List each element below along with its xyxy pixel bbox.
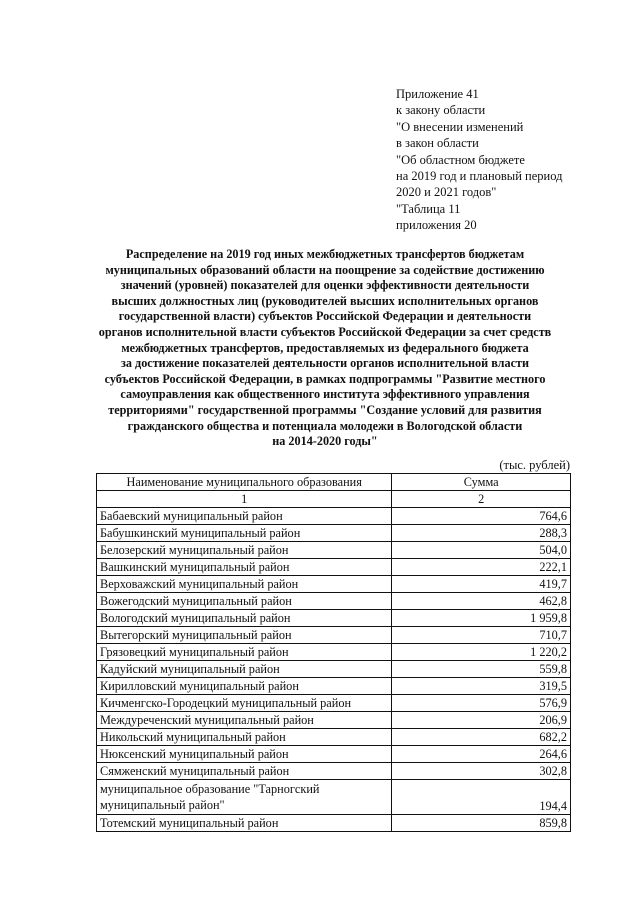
header-sum: Сумма: [392, 474, 571, 491]
column-number: 1: [97, 491, 392, 508]
municipality-name: Грязовецкий муниципальный район: [97, 644, 392, 661]
title-line: Распределение на 2019 год иных межбюджетных трансфертов бюджетам: [125, 247, 525, 261]
municipality-name: Верховажский муниципальный район: [97, 576, 392, 593]
column-number: 2: [392, 491, 571, 508]
table-row: [97, 729, 571, 746]
municipality-name: Кичменгско-Городецкий муниципальный район: [97, 695, 392, 712]
amount: 1 220,2: [392, 644, 571, 661]
municipality-name: Вашкинский муниципальный район: [97, 559, 392, 576]
municipality-name: Междуреченский муниципальный район: [97, 712, 392, 729]
table-row: [97, 525, 571, 542]
header-name: Наименование муниципального образования: [97, 474, 392, 491]
amount: 462,8: [392, 593, 571, 610]
amount: 419,7: [392, 576, 571, 593]
amount: 710,7: [392, 627, 571, 644]
municipality-name: Белозерский муниципальный район: [97, 542, 392, 559]
annex-line: "Об областном бюджете: [396, 152, 525, 167]
title-line: на 2014-2020 годы": [272, 434, 378, 449]
title-line: межбюджетных трансфертов, предоставляемых из федерального бюджета: [121, 340, 529, 355]
title-line: гражданского общества и потенциала молодежи в Вологодской области: [127, 418, 523, 433]
amount: 764,6: [392, 508, 571, 525]
annex-line: 2020 и 2021 годов": [396, 185, 497, 200]
title-line: самоуправления как общественного института эффективного управления: [120, 387, 530, 402]
table-row: [97, 763, 571, 780]
units-label: (тыс. рублей): [499, 458, 570, 472]
annex-line: приложения 20: [396, 218, 477, 233]
title-line: субъектов Российской Федерации, в рамках подпрограммы "Развитие местного: [104, 371, 546, 386]
amount: 859,8: [392, 815, 571, 832]
table-row: [97, 593, 571, 610]
amount: 222,1: [392, 559, 571, 576]
amount: 194,4: [392, 780, 571, 815]
municipality-name: Кадуйский муниципальный район: [97, 661, 392, 678]
title-line: значений (уровней) показателей для оценки эффективности деятельности: [120, 278, 530, 293]
amount: 302,8: [392, 763, 571, 780]
title-line: муниципальных образований области на поощрение за содействие достижению: [105, 262, 545, 277]
amount: 288,3: [392, 525, 571, 542]
annex-reference: [396, 86, 562, 234]
table-row: [97, 559, 571, 576]
column-number-row: [97, 491, 571, 508]
table-row: [97, 627, 571, 644]
municipality-name: Вологодский муниципальный район: [97, 610, 392, 627]
header-row: [97, 474, 571, 491]
table-row: [97, 576, 571, 593]
table-row: [97, 542, 571, 559]
title-line: высших должностных лиц (руководителей высших исполнительных органов: [111, 293, 539, 308]
table-row: [97, 780, 571, 815]
table-row: [97, 610, 571, 627]
table-row: [97, 661, 571, 678]
table-row: [97, 678, 571, 695]
amount: 682,2: [392, 729, 571, 746]
municipality-name: Бабушкинский муниципальный район: [97, 525, 392, 542]
table-row: [97, 695, 571, 712]
annex-line: к закону области: [396, 103, 486, 118]
municipality-name: Вожегодский муниципальный район: [97, 593, 392, 610]
amount: 576,9: [392, 695, 571, 712]
table-row: [97, 508, 571, 525]
annex-line: Приложение 41: [396, 87, 479, 101]
title-line: территориями" государственной программы "Создание условий для развития: [108, 402, 542, 417]
municipality-name: Бабаевский муниципальный район: [97, 508, 392, 525]
municipality-name: Тотемский муниципальный район: [97, 815, 392, 832]
title-line: за достижение показателей деятельности органов исполнительной власти: [120, 356, 529, 371]
title-line: органов исполнительной власти субъектов Российской Федерации за счет средств: [98, 324, 552, 339]
municipality-name: Сямженский муниципальный район: [97, 763, 392, 780]
amount: 1 959,8: [392, 610, 571, 627]
annex-line: в закон области: [396, 136, 479, 151]
amount: 559,8: [392, 661, 571, 678]
municipality-name: Никольский муниципальный район: [97, 729, 392, 746]
distribution-table: [96, 473, 571, 832]
amount: 206,9: [392, 712, 571, 729]
table-row: [97, 815, 571, 832]
annex-line: "О внесении изменений: [396, 119, 524, 134]
annex-line: "Таблица 11: [396, 201, 461, 216]
municipality-name: Нюксенский муниципальный район: [97, 746, 392, 763]
title-line: государственной власти) субъектов Российской Федерации и деятельности: [118, 309, 532, 324]
annex-line: на 2019 год и плановый период: [396, 169, 563, 184]
table-row: [97, 712, 571, 729]
amount: 264,6: [392, 746, 571, 763]
table-row: [97, 644, 571, 661]
table-row: [97, 746, 571, 763]
municipality-name: Вытегорский муниципальный район: [97, 627, 392, 644]
municipality-name: муниципальное образование "Тарногский муниципальный район": [97, 780, 392, 815]
amount: 504,0: [392, 542, 571, 559]
amount: 319,5: [392, 678, 571, 695]
municipality-name: Кирилловский муниципальный район: [97, 678, 392, 695]
document-title: [90, 247, 560, 450]
